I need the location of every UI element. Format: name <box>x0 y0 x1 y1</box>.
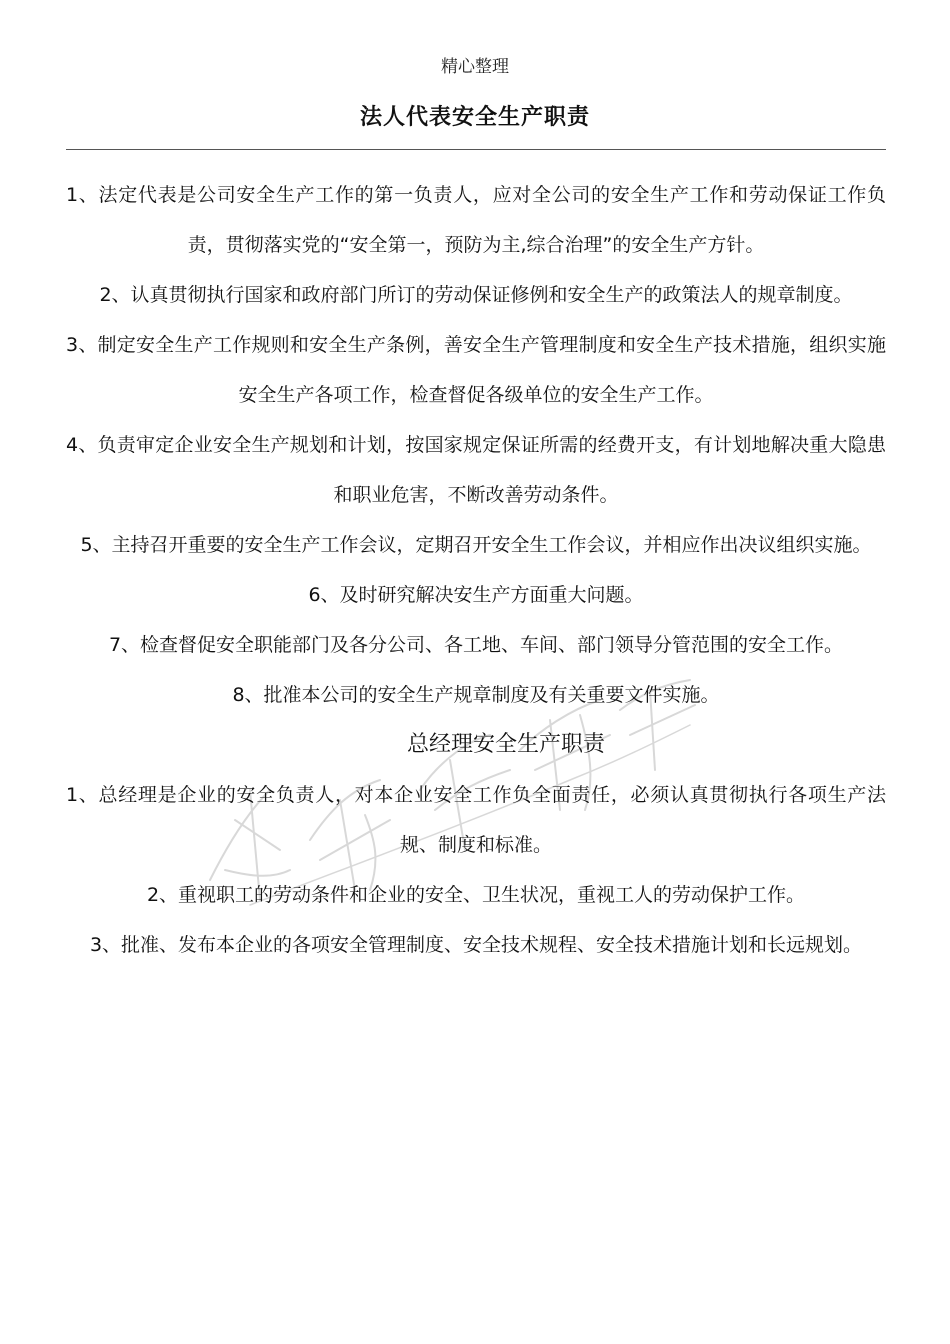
document-title: 法人代表安全生产职责 <box>359 105 590 130</box>
title-divider <box>66 149 886 150</box>
section-2-title: 总经理安全生产职责 <box>406 732 605 757</box>
document-body <box>66 170 886 970</box>
paragraph-2: 2、认真贯彻执行国家和政府部门所订的劳动保证修例和安全生产的政策法人的规章制度。 <box>99 284 853 306</box>
paragraph-8: 8、批准本公司的安全生产规章制度及有关重要文件实施。 <box>232 684 720 706</box>
paragraph-4: 4、负责审定企业安全生产规划和计划，按国家规定保证所需的经费开支，有计划地解决重大隐患和职业危害，不断改善劳动条件。 <box>66 434 886 506</box>
paragraph-7: 7、检查督促安全职能部门及各分公司、各工地、车间、部门领导分管范围的安全工作。 <box>108 634 844 656</box>
paragraph-3: 3、制定安全生产工作规则和安全生产条例，善安全生产管理制度和安全生产技术措施，组织实施安全生产各项工作，检查督促各级单位的安全生产工作。 <box>66 334 886 406</box>
section-2-paragraph-2: 2、重视职工的劳动条件和企业的安全、卫生状况，重视工人的劳动保护工作。 <box>146 884 806 906</box>
header-note: 精心整理 <box>441 57 509 77</box>
paragraph-6: 6、及时研究解决安生产方面重大问题。 <box>308 584 644 606</box>
section-2-paragraph-3: 3、批准、发布本企业的各项安全管理制度、安全技术规程、安全技术措施计划和长远规划。 <box>89 934 863 956</box>
paragraph-5: 5、主持召开重要的安全生产工作会议，定期召开安全生工作会议，并相应作出决议组织实施。 <box>80 534 872 556</box>
paragraph-1: 1、法定代表是公司安全生产工作的第一负责人，应对全公司的安全生产工作和劳动保证工作负责，贯彻落实党的“安全第一，预防为主,综合治理”的安全生产方针。 <box>66 184 886 256</box>
section-2-paragraph-1: 1、总经理是企业的安全负责人，对本企业安全工作负全面责任，必须认真贯彻执行各项生产法规、制度和标准。 <box>66 784 886 856</box>
